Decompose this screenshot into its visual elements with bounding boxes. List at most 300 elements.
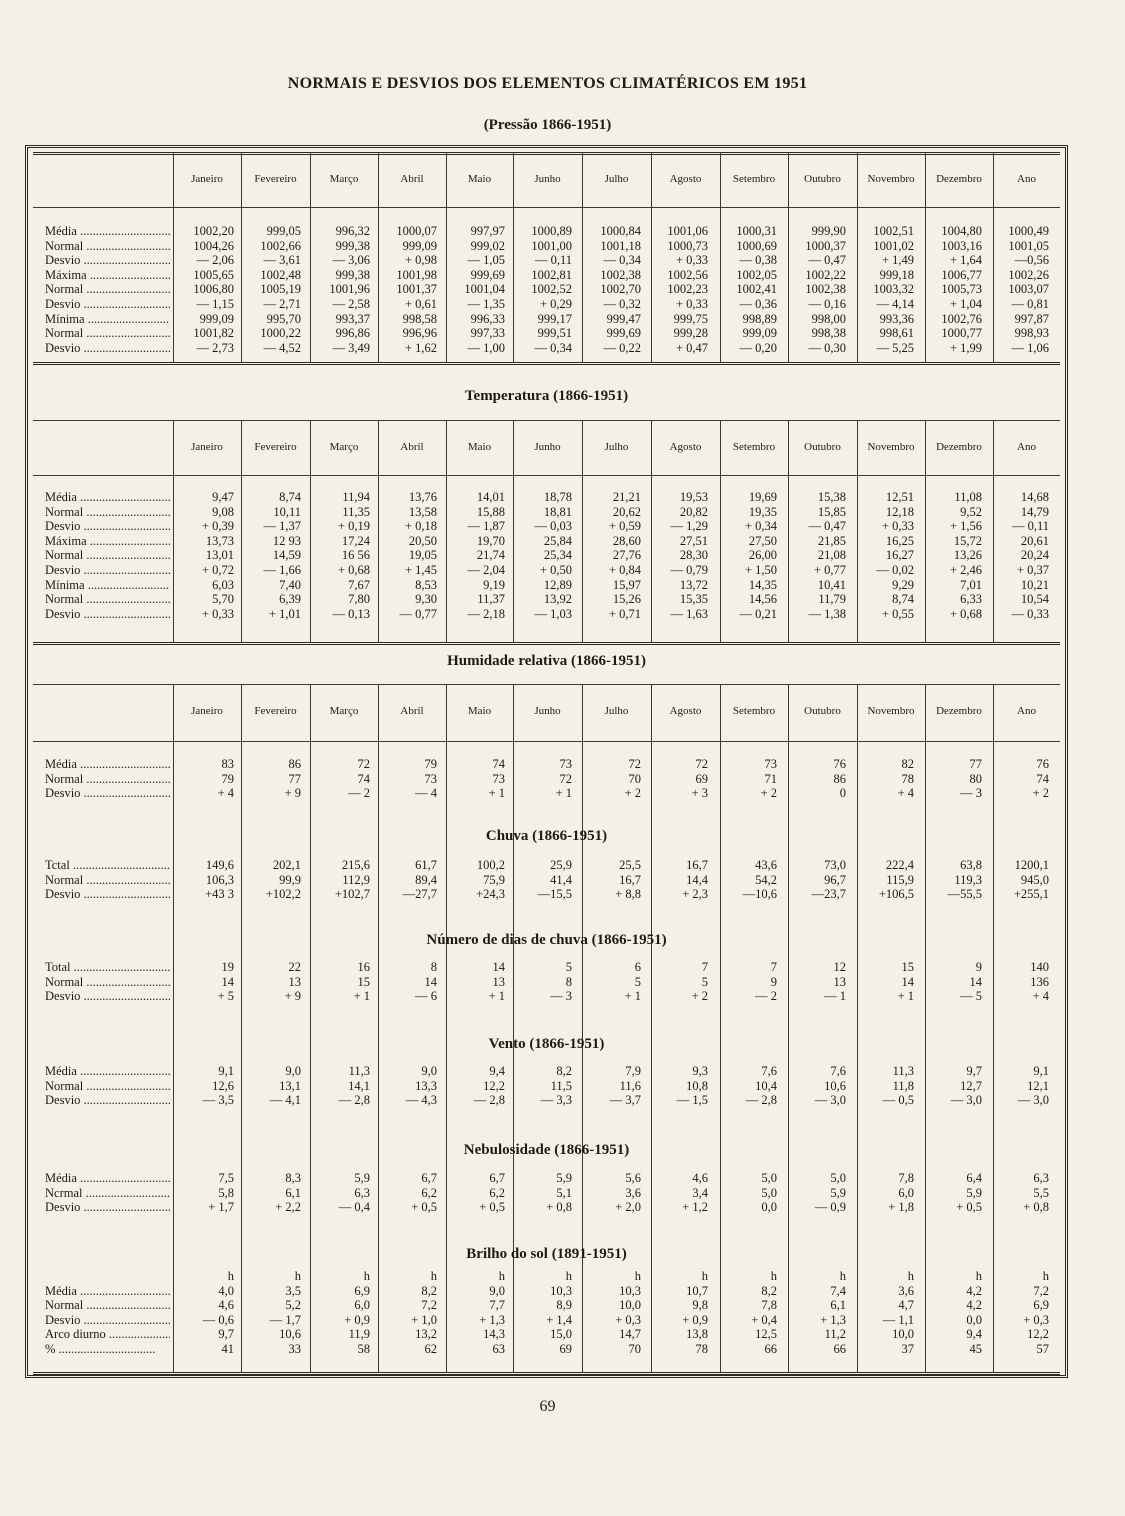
table-cell: 9,08 xyxy=(212,504,234,519)
table-cell: 1000,69 xyxy=(736,238,777,253)
table-cell: 993,36 xyxy=(879,311,914,326)
table-cell: 19,53 xyxy=(679,490,708,504)
table-cell: 5,8 xyxy=(218,1185,234,1200)
table-cell: 54,2 xyxy=(755,872,777,887)
table-cell: 6,7 xyxy=(421,1171,437,1185)
table-cell: — 1,15 xyxy=(196,297,234,311)
table-cell: — 0,34 xyxy=(534,340,572,355)
table-cell: 28,30 xyxy=(679,548,708,563)
table-cell: 11,37 xyxy=(477,592,505,607)
table-cell: — 0,4 xyxy=(338,1200,370,1215)
table-cell: + 0,3 xyxy=(615,1312,641,1327)
table-cell: 72 xyxy=(559,771,572,786)
table-cell: 7,80 xyxy=(348,592,370,607)
table-cell: — 3,06 xyxy=(332,253,370,268)
table-cell: 6,39 xyxy=(279,592,301,607)
table-cell: — 3,61 xyxy=(263,253,301,268)
table-cell: + 0,19 xyxy=(337,519,370,534)
table-row xyxy=(33,786,1060,801)
table-cell: +24,3 xyxy=(476,887,505,902)
table-cell: 16 56 xyxy=(341,548,370,563)
table-cell: 7,8 xyxy=(761,1298,777,1313)
table-cell: 19,69 xyxy=(748,490,777,504)
month-header: Março xyxy=(329,172,359,185)
table-cell: 1000,07 xyxy=(396,224,437,238)
table-cell: 14 xyxy=(901,974,914,989)
table-cell: — 0,11 xyxy=(534,253,572,268)
table-cell: 16,7 xyxy=(619,872,641,887)
table-cell: — 0,81 xyxy=(1011,297,1049,311)
table-cell: 15 xyxy=(357,974,370,989)
table-cell: 9,0 xyxy=(285,1064,301,1078)
table-cell: 66 xyxy=(764,1342,777,1356)
month-header: Janeiro xyxy=(191,704,223,717)
table-cell: 11,08 xyxy=(954,490,982,504)
table-cell: + 0,39 xyxy=(201,519,234,534)
table-cell: 1003,32 xyxy=(873,282,914,297)
table-cell: 41 xyxy=(221,1342,234,1356)
table-cell: 20,50 xyxy=(408,533,437,548)
table-cell: — 2,73 xyxy=(196,340,234,355)
row-label: Desvio ..... xyxy=(45,786,170,801)
table-cell: 12 xyxy=(833,960,846,974)
divider xyxy=(33,207,1060,208)
table-cell: 998,58 xyxy=(402,311,437,326)
unit-cell: h xyxy=(839,1269,846,1283)
table-cell: + 0,9 xyxy=(682,1312,708,1327)
table-cell: 5,6 xyxy=(625,1171,641,1185)
table-cell: + 0,59 xyxy=(608,519,641,534)
table-cell: 9,0 xyxy=(489,1283,505,1298)
table-row xyxy=(33,887,1060,902)
table-cell: 77 xyxy=(969,757,982,771)
table-cell: 79 xyxy=(221,771,234,786)
table-cell: —27,7 xyxy=(402,887,437,902)
table-cell: 7,01 xyxy=(960,577,982,592)
table-row xyxy=(33,505,1060,520)
table-cell: + 0,61 xyxy=(404,297,437,311)
table-row xyxy=(33,1079,1060,1094)
table-cell: 9,7 xyxy=(218,1327,234,1342)
table-cell: + 0,5 xyxy=(479,1200,505,1215)
table-cell: 13,76 xyxy=(408,490,437,504)
table-cell: 1002,81 xyxy=(531,267,572,282)
table-cell: 100,2 xyxy=(476,858,505,872)
table-cell: 14,35 xyxy=(748,577,777,592)
table-cell: 1002,38 xyxy=(805,282,846,297)
divider xyxy=(33,362,1060,365)
table-cell: 9,30 xyxy=(415,592,437,607)
table-cell: 16,27 xyxy=(885,548,914,563)
table-cell: — 1,37 xyxy=(263,519,301,534)
table-cell: 14,4 xyxy=(686,872,708,887)
row-label: Normal ..... xyxy=(45,239,170,254)
month-header: Fevereiro xyxy=(254,440,297,453)
table-cell: 5,0 xyxy=(761,1171,777,1185)
table-cell: 11,8 xyxy=(892,1078,914,1093)
table-cell: 215,6 xyxy=(341,858,370,872)
table-cell: 999,38 xyxy=(335,267,370,282)
table-cell: — 1,00 xyxy=(467,340,505,355)
table-cell: 7,9 xyxy=(625,1064,641,1078)
table-cell: 74 xyxy=(1036,771,1049,786)
table-cell: + 0,4 xyxy=(751,1312,777,1327)
table-cell: — 1,35 xyxy=(467,297,505,311)
table-cell: + 2 xyxy=(1032,786,1049,801)
table-cell: 4,2 xyxy=(966,1298,982,1313)
divider xyxy=(33,684,1060,685)
month-header: Março xyxy=(329,704,359,717)
table-cell: 20,61 xyxy=(1020,533,1049,548)
table-cell: 5,0 xyxy=(830,1171,846,1185)
table-cell: — 1,7 xyxy=(269,1312,301,1327)
table-cell: 19,35 xyxy=(748,504,777,519)
table-row xyxy=(33,989,1060,1004)
table-row xyxy=(33,1327,1060,1342)
table-cell: 7,40 xyxy=(279,577,301,592)
table-cell: 1001,37 xyxy=(396,282,437,297)
table-row xyxy=(33,326,1060,341)
table-cell: 136 xyxy=(1030,974,1049,989)
table-cell: 73 xyxy=(492,771,505,786)
table-cell: 9,8 xyxy=(692,1298,708,1313)
row-label: Desvio ..... xyxy=(45,887,170,902)
table-cell: 7,8 xyxy=(898,1171,914,1185)
table-cell: 58 xyxy=(357,1342,370,1356)
table-cell: 9,1 xyxy=(1033,1064,1049,1078)
month-header: Junho xyxy=(534,704,561,717)
table-cell: + 1,01 xyxy=(268,606,301,621)
table-cell: 74 xyxy=(357,771,370,786)
table-row xyxy=(33,563,1060,578)
month-header: Agosto xyxy=(669,172,702,185)
table-cell: 27,50 xyxy=(748,533,777,548)
page-number: 69 xyxy=(539,1398,556,1415)
table-row xyxy=(33,578,1060,593)
table-cell: — 0,11 xyxy=(1011,519,1049,534)
row-label: Ncrmal ..... xyxy=(45,1186,170,1201)
table-cell: 16,25 xyxy=(885,533,914,548)
table-cell: 57 xyxy=(1036,1342,1049,1356)
table-cell: 63,8 xyxy=(960,858,982,872)
table-cell: 27,76 xyxy=(612,548,641,563)
table-cell: — 0,38 xyxy=(739,253,777,268)
table-cell: 5,9 xyxy=(966,1185,982,1200)
section-title: Nebulosidade (1866-1951) xyxy=(463,1142,630,1158)
table-cell: 17,24 xyxy=(341,533,370,548)
month-header: Ano xyxy=(1017,440,1036,453)
table-cell: — 0,34 xyxy=(603,253,641,268)
table-cell: + 1 xyxy=(488,786,505,801)
table-cell: — 0,79 xyxy=(670,563,708,577)
table-cell: —23,7 xyxy=(811,887,846,902)
table-cell: +106,5 xyxy=(878,887,914,902)
table-cell: 3,6 xyxy=(898,1283,914,1298)
table-cell: 5,9 xyxy=(354,1171,370,1185)
table-cell: 222,4 xyxy=(885,858,914,872)
table-cell: 14,56 xyxy=(748,592,777,607)
row-label: Média ..... xyxy=(45,1171,170,1186)
table-cell: 8,2 xyxy=(556,1064,572,1078)
table-cell: — 2,06 xyxy=(196,253,234,268)
unit-cell: h xyxy=(565,1269,572,1283)
table-cell: + 0,55 xyxy=(881,606,914,621)
table-cell: 21,08 xyxy=(817,548,846,563)
unit-cell: h xyxy=(294,1269,301,1283)
table-cell: — 4,3 xyxy=(405,1093,437,1108)
table-cell: 3,5 xyxy=(285,1283,301,1298)
table-cell: 13,73 xyxy=(205,533,234,548)
table-cell: 10,41 xyxy=(817,577,846,592)
table-row xyxy=(33,1186,1060,1201)
table-cell: 8 xyxy=(565,974,572,989)
row-label: Desvio ..... xyxy=(45,607,170,622)
month-header: Novembro xyxy=(867,440,915,453)
table-cell: 1002,66 xyxy=(260,238,301,253)
table-cell: 998,93 xyxy=(1014,326,1049,341)
table-cell: — 5 xyxy=(960,989,982,1004)
table-cell: 75,9 xyxy=(483,872,505,887)
table-cell: 22 xyxy=(288,960,301,974)
unit-cell: h xyxy=(770,1269,777,1283)
table-cell: 45 xyxy=(969,1342,982,1356)
table-cell: — 6 xyxy=(415,989,437,1004)
month-header: Junho xyxy=(534,440,561,453)
table-cell: 13,1 xyxy=(279,1078,301,1093)
table-cell: + 1,99 xyxy=(949,340,982,355)
table-cell: + 0,8 xyxy=(546,1200,572,1215)
table-cell: 14 xyxy=(969,974,982,989)
table-cell: 25,34 xyxy=(543,548,572,563)
table-cell: 1001,05 xyxy=(1008,238,1049,253)
table-cell: 96,7 xyxy=(824,872,846,887)
table-cell: 999,51 xyxy=(537,326,572,341)
table-cell: 14 xyxy=(424,974,437,989)
table-cell: + 0,84 xyxy=(608,563,641,577)
table-cell: 1002,26 xyxy=(1008,267,1049,282)
table-cell: 1002,76 xyxy=(941,311,982,326)
table-cell: 5,5 xyxy=(1033,1185,1049,1200)
table-cell: + 1 xyxy=(353,989,370,1004)
table-cell: 6,1 xyxy=(830,1298,846,1313)
table-row xyxy=(33,1342,1060,1357)
table-cell: 999,47 xyxy=(606,311,641,326)
unit-cell: h xyxy=(363,1269,370,1283)
table-cell: 73 xyxy=(559,757,572,771)
table-cell: 1005,73 xyxy=(941,282,982,297)
table-cell: 3,6 xyxy=(625,1185,641,1200)
table-cell: 18,81 xyxy=(543,504,572,519)
table-row xyxy=(33,1200,1060,1215)
table-cell: 6,33 xyxy=(960,592,982,607)
table-cell: 1004,80 xyxy=(941,224,982,238)
table-cell: + 0,34 xyxy=(744,519,777,534)
table-row xyxy=(33,960,1060,975)
table-cell: 6 xyxy=(634,960,641,974)
table-cell: 8,2 xyxy=(761,1283,777,1298)
table-cell: 10,11 xyxy=(273,504,301,519)
table-cell: 9,29 xyxy=(892,577,914,592)
table-cell: 149,6 xyxy=(205,858,234,872)
table-cell: 25,5 xyxy=(619,858,641,872)
table-cell: — 5,25 xyxy=(876,340,914,355)
row-label: Normal ..... xyxy=(45,548,170,563)
table-cell: 5,0 xyxy=(761,1185,777,1200)
table-cell: 7,2 xyxy=(421,1298,437,1313)
table-cell: + 0,5 xyxy=(956,1200,982,1215)
table-row xyxy=(33,592,1060,607)
table-row xyxy=(33,607,1060,622)
table-cell: 5 xyxy=(565,960,572,974)
table-cell: + 2,0 xyxy=(615,1200,641,1215)
row-label: Desvio ..... xyxy=(45,1313,170,1328)
unit-cell: h xyxy=(907,1269,914,1283)
table-cell: 1002,41 xyxy=(736,282,777,297)
table-cell: 76 xyxy=(1036,757,1049,771)
table-cell: 78 xyxy=(901,771,914,786)
table-cell: 13,92 xyxy=(543,592,572,607)
table-cell: 70 xyxy=(628,1342,641,1356)
table-cell: + 1,49 xyxy=(881,253,914,268)
table-cell: 11,79 xyxy=(818,592,846,607)
table-cell: + 1,7 xyxy=(208,1200,234,1215)
table-row xyxy=(33,534,1060,549)
table-cell: 10,4 xyxy=(755,1078,777,1093)
table-cell: + 2,2 xyxy=(275,1200,301,1215)
section-title: Brilho do sol (1891-1951) xyxy=(466,1246,627,1262)
row-label: Desvio ..... xyxy=(45,297,170,312)
divider xyxy=(33,1372,1060,1375)
table-row xyxy=(33,312,1060,327)
table-cell: 18,78 xyxy=(543,490,572,504)
table-cell: 1002,51 xyxy=(873,224,914,238)
row-label: Normal ..... xyxy=(45,873,170,888)
table-row xyxy=(33,873,1060,888)
table-cell: —15,5 xyxy=(537,887,572,902)
table-cell: 37 xyxy=(901,1342,914,1356)
table-cell: 1200,1 xyxy=(1014,858,1049,872)
month-header: Fevereiro xyxy=(254,172,297,185)
table-cell: — 0,16 xyxy=(808,297,846,311)
table-cell: 5,2 xyxy=(285,1298,301,1313)
table-cell: 9,4 xyxy=(966,1327,982,1342)
table-cell: 9,3 xyxy=(692,1064,708,1078)
table-cell: 996,96 xyxy=(402,326,437,341)
table-row xyxy=(33,975,1060,990)
table-cell: 1001,96 xyxy=(329,282,370,297)
table-cell: 15,85 xyxy=(817,504,846,519)
table-cell: 14,1 xyxy=(348,1078,370,1093)
table-cell: 21,74 xyxy=(476,548,505,563)
table-cell: 6,7 xyxy=(489,1171,505,1185)
table-cell: 1001,04 xyxy=(464,282,505,297)
table-cell: 997,87 xyxy=(1014,311,1049,326)
table-cell: 15,88 xyxy=(476,504,505,519)
table-cell: 5,70 xyxy=(212,592,234,607)
table-cell: — 3,7 xyxy=(609,1093,641,1108)
table-cell: 10,3 xyxy=(550,1283,572,1298)
table-cell: 6,03 xyxy=(212,577,234,592)
row-label: Média ..... xyxy=(45,224,170,239)
table-cell: — 2,8 xyxy=(473,1093,505,1108)
table-cell: 73 xyxy=(424,771,437,786)
row-label: Normal ..... xyxy=(45,772,170,787)
table-cell: — 1,87 xyxy=(467,519,505,534)
table-cell: 1000,84 xyxy=(600,224,641,238)
table-cell: — 1 xyxy=(824,989,846,1004)
table-cell: 106,3 xyxy=(205,872,234,887)
table-cell: + 1,3 xyxy=(820,1312,846,1327)
table-cell: 15,97 xyxy=(612,577,641,592)
table-cell: + 0,18 xyxy=(404,519,437,534)
table-cell: + 0,29 xyxy=(539,297,572,311)
table-cell: +102,7 xyxy=(334,887,370,902)
table-cell: 1002,52 xyxy=(531,282,572,297)
table-cell: — 4,14 xyxy=(876,297,914,311)
table-cell: 12,2 xyxy=(1027,1327,1049,1342)
divider xyxy=(33,642,1060,645)
table-cell: + 8,8 xyxy=(615,887,641,902)
table-cell: 6,2 xyxy=(421,1185,437,1200)
table-cell: 11,35 xyxy=(342,504,370,519)
row-label: Normal ..... xyxy=(45,326,170,341)
table-cell: 26,00 xyxy=(748,548,777,563)
table-cell: 8,74 xyxy=(279,490,301,504)
table-cell: 8,9 xyxy=(556,1298,572,1313)
month-header: Março xyxy=(329,440,359,453)
row-label: Desvio ..... xyxy=(45,341,170,356)
table-cell: + 9 xyxy=(284,989,301,1004)
table-cell: 12,2 xyxy=(483,1078,505,1093)
month-header: Setembro xyxy=(732,172,776,185)
table-cell: 998,00 xyxy=(811,311,846,326)
row-label: Normal ..... xyxy=(45,282,170,297)
table-cell: — 4,1 xyxy=(269,1093,301,1108)
table-cell: 86 xyxy=(833,771,846,786)
month-header: Maio xyxy=(467,172,492,185)
table-cell: 1002,56 xyxy=(667,267,708,282)
row-label: Desvio ..... xyxy=(45,989,170,1004)
table-cell: — 2,58 xyxy=(332,297,370,311)
table-cell: — 3 xyxy=(550,989,572,1004)
table-cell: 9,1 xyxy=(218,1064,234,1078)
table-row xyxy=(33,548,1060,563)
month-header: Novembro xyxy=(867,704,915,717)
table-cell: — 2,8 xyxy=(745,1093,777,1108)
table-cell: — 3,3 xyxy=(540,1093,572,1108)
table-cell: — 0,47 xyxy=(808,253,846,268)
table-cell: 16,7 xyxy=(686,858,708,872)
row-label: Tctal ..... xyxy=(45,858,170,873)
table-cell: — 0,20 xyxy=(739,340,777,355)
table-cell: 8 xyxy=(430,960,437,974)
table-cell: 1002,38 xyxy=(600,267,641,282)
table-cell: 14,7 xyxy=(619,1327,641,1342)
table-cell: — 0,9 xyxy=(814,1200,846,1215)
table-cell: + 1,8 xyxy=(888,1200,914,1215)
table-cell: 999,09 xyxy=(402,238,437,253)
table-cell: 1000,89 xyxy=(531,224,572,238)
table-cell: + 1,04 xyxy=(949,297,982,311)
table-cell: 69 xyxy=(695,771,708,786)
table-cell: 1002,23 xyxy=(667,282,708,297)
unit-cell: h xyxy=(498,1269,505,1283)
table-cell: 83 xyxy=(221,757,234,771)
table-cell: 8,74 xyxy=(892,592,914,607)
row-label: Normal ..... xyxy=(45,975,170,990)
table-cell: 1000,37 xyxy=(805,238,846,253)
table-cell: 119,3 xyxy=(954,872,982,887)
